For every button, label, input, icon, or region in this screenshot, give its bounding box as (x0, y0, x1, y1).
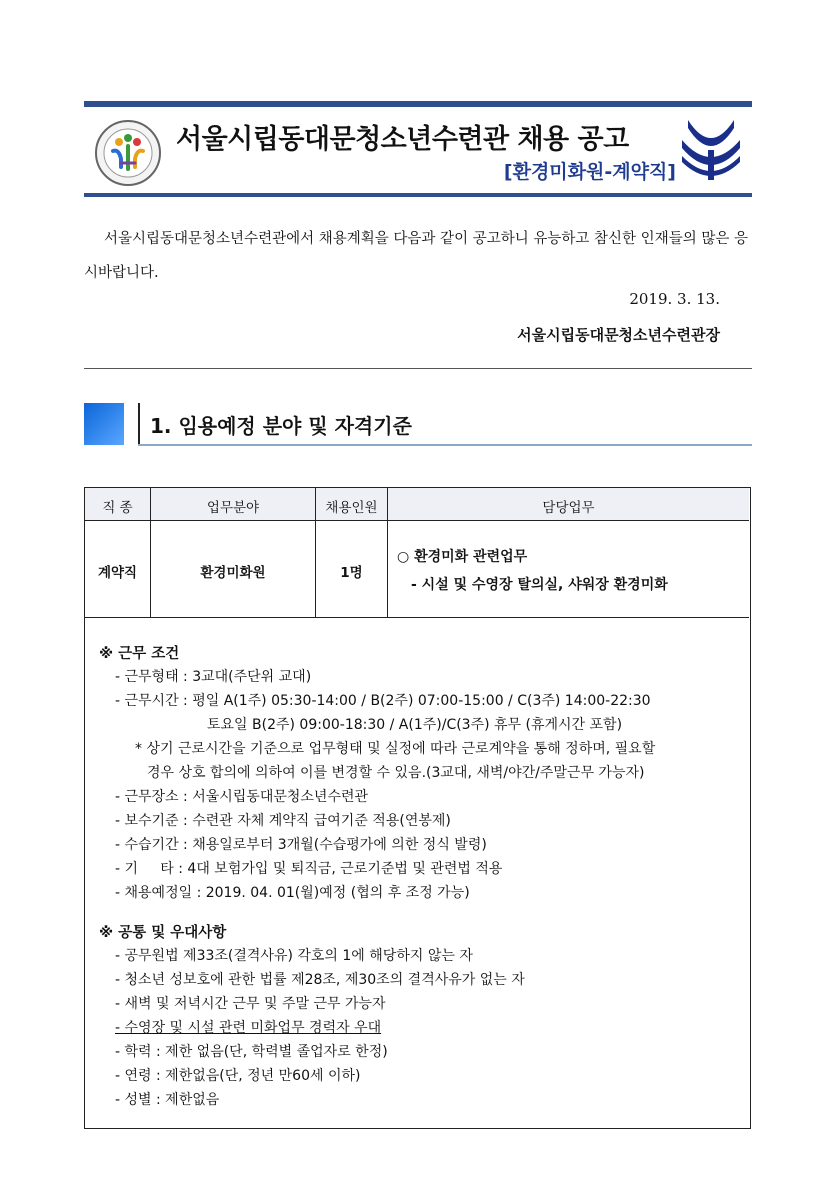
section-vline (138, 403, 140, 446)
condition-item: - 근무시간 : 평일 A(1주) 05:30-14:00 / B(2주) 07:00-15:00 / C(3주) 14:00-22:30 (115, 693, 651, 709)
conditions-title: ※ 근무 조건 (99, 646, 180, 662)
preference-item: - 청소년 성보호에 관한 법률 제28조, 제30조의 결격사유가 없는 자 (115, 972, 525, 988)
preference-item: - 학력 : 제한 없음(단, 학력별 졸업자로 한정) (115, 1044, 388, 1060)
section-marker (84, 403, 124, 445)
condition-item: 토요일 B(2주) 09:00-18:30 / A(1주)/C(3주) 휴무 (휴게시간 포함) (207, 717, 623, 733)
condition-item: * 상기 근로시간을 기준으로 업무형태 및 실정에 따라 근로계약을 통해 정하며, 필요할 (135, 741, 656, 757)
col-divider (150, 488, 151, 617)
recruitment-table (84, 487, 751, 1129)
col-divider (315, 488, 316, 617)
intro-paragraph: 서울시립동대문청소년수련관에서 채용계획을 다음과 같이 공고하니 유능하고 참신한 인재들의 많은 응시바랍니다. (84, 231, 748, 281)
divider (84, 368, 752, 369)
section-underline (138, 444, 752, 446)
signer: 서울시립동대문청소년수련관장 (517, 326, 720, 344)
condition-item: - 수습기간 : 채용일로부터 3개월(수습평가에 의한 정식 발령) (115, 837, 487, 853)
condition-item: - 근무형태 : 3교대(주단위 교대) (115, 669, 312, 685)
preference-item: - 연령 : 제한없음(단, 정년 만60세 이하) (115, 1068, 361, 1084)
row-duty-main: ○ 환경미화 관련업무 (397, 549, 528, 565)
page-title: 서울시립동대문청소년수련관 채용 공고 (176, 124, 629, 155)
preference-item: - 공무원법 제33조(결격사유) 각호의 1에 해당하지 않는 자 (115, 948, 473, 964)
condition-item: - 보수기준 : 수련관 자체 계약직 급여기준 적용(연봉제) (115, 813, 451, 829)
preference-underlined-text: 수영장 및 시설 관련 미화업무 경력자 우대 (124, 1020, 382, 1036)
preference-item-underlined: - 수영장 및 시설 관련 미화업무 경력자 우대 (115, 1020, 382, 1036)
header-bottom-rule (84, 193, 752, 197)
header-count: 채용인원 (325, 500, 378, 516)
row-count: 1명 (340, 565, 363, 581)
condition-item: 경우 상호 합의에 의하여 이를 변경할 수 있음.(3교대, 새벽/야간/주말근무 가능자) (147, 765, 645, 781)
page-subtitle: [환경미화원-계약직] (503, 161, 676, 183)
center-logo-icon (94, 119, 162, 187)
condition-item: - 근무장소 : 서울시립동대문청소년수련관 (115, 789, 369, 805)
preference-item: - 새벽 및 저녁시간 근무 및 주말 근무 가능자 (115, 996, 386, 1012)
row-divider (85, 617, 749, 618)
section-title: 1. 임용예정 분야 및 자격기준 (150, 414, 412, 438)
row-duty-sub: - 시설 및 수영장 탈의실, 샤워장 환경미화 (411, 577, 668, 593)
header-job-type: 직 종 (102, 500, 133, 516)
row-field: 환경미화원 (200, 565, 266, 581)
condition-item: - 기 타 : 4대 보험가입 및 퇴직금, 근로기준법 및 관련법 적용 (115, 861, 503, 877)
announcement-date: 2019. 3. 13. (629, 290, 720, 308)
preferences-title: ※ 공통 및 우대사항 (99, 925, 227, 941)
row-job-type: 계약직 (97, 565, 138, 581)
condition-item: - 채용예정일 : 2019. 04. 01(월)예정 (협의 후 조정 가능) (115, 885, 470, 901)
col-divider (387, 488, 388, 617)
header-duty: 담당업무 (542, 500, 595, 516)
preference-item: - 성별 : 제한없음 (115, 1092, 220, 1108)
header-field: 업무분야 (206, 500, 260, 516)
seoul-symbol-icon (680, 116, 742, 182)
header-top-rule (84, 101, 752, 107)
